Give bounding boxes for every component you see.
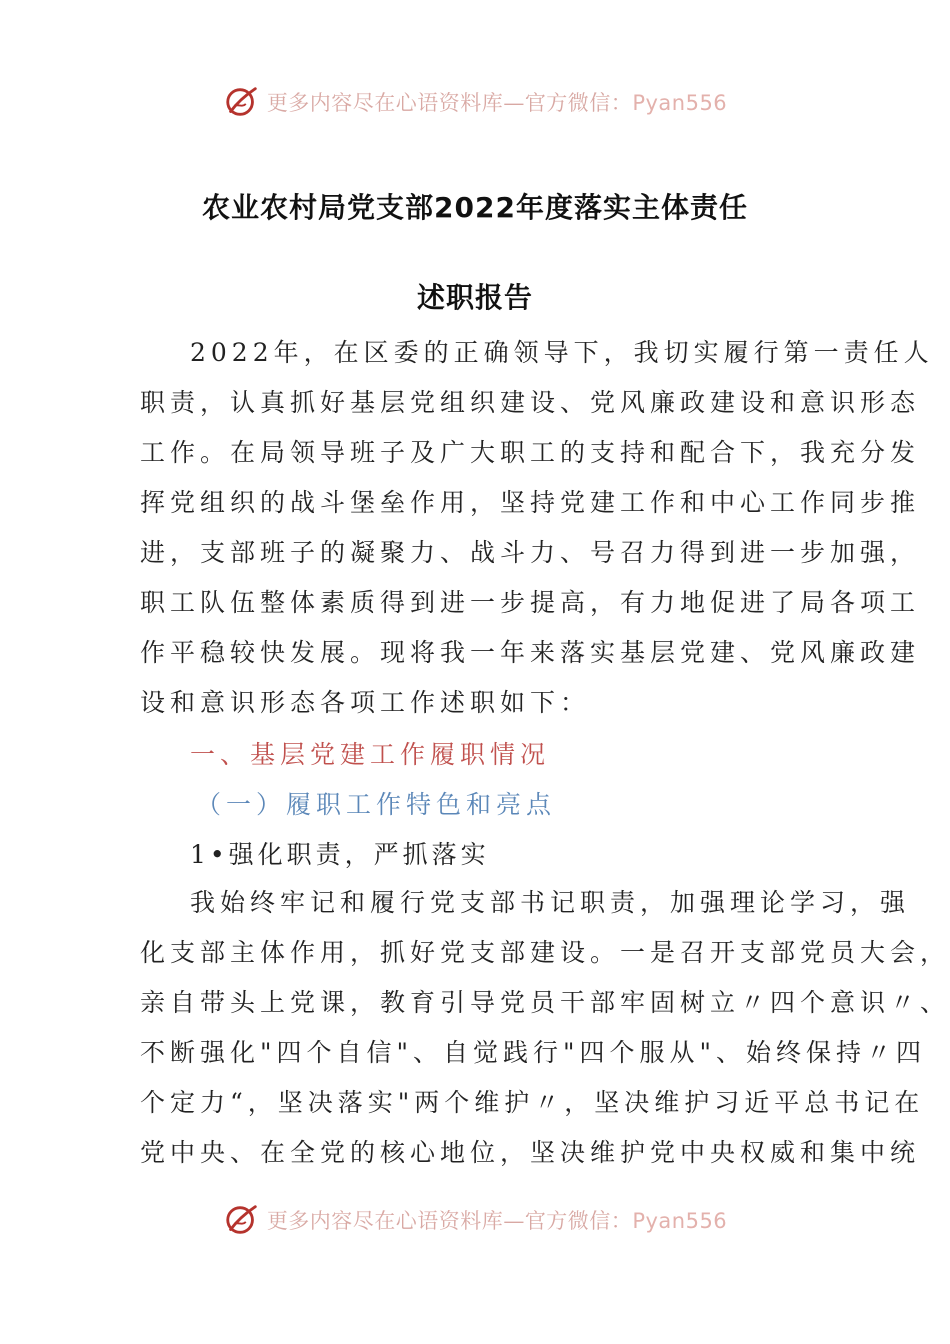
text-line: 职工队伍整体素质得到进一步提高，有力地促进了局各项工 bbox=[140, 588, 921, 617]
footer-watermark-banner bbox=[0, 1200, 950, 1240]
section-heading: 一、基层党建工作履职情况 bbox=[190, 740, 551, 769]
text-line: 作平稳较快发展。现将我一年来落实基层党建、党风廉政建 bbox=[140, 638, 921, 667]
text-line: 工作。在局领导班子及广大职工的支持和配合下，我充分发 bbox=[140, 438, 921, 467]
watermark-official: —官方微信： bbox=[503, 1209, 633, 1233]
watermark-wechat-id: Pyan556 bbox=[632, 1209, 728, 1233]
text-line: 2022年，在区委的正确领导下，我切实履行第一责任人 bbox=[190, 338, 934, 367]
intro-paragraph bbox=[140, 328, 934, 728]
pen-seal-logo-icon bbox=[223, 83, 261, 121]
watermark-lead: 更多内容尽在心语资料库 bbox=[266, 1209, 504, 1233]
watermark-text bbox=[267, 1205, 727, 1235]
text-line: 亲自带头上党课，教育引导党员干部牢固树立〃四个意识〃、 bbox=[140, 988, 950, 1017]
text-line: 设和意识形态各项工作述职如下： bbox=[140, 688, 591, 717]
document-title-line-1: 农业农村局党支部2022年度落实主体责任 bbox=[202, 191, 748, 224]
pen-seal-logo-icon bbox=[223, 1201, 261, 1239]
text-line: 职责，认真抓好基层党组织建设、党风廉政建设和意识形态 bbox=[140, 388, 921, 417]
watermark-lead: 更多内容尽在心语资料库 bbox=[266, 91, 504, 115]
text-line: 挥党组织的战斗堡垒作用，坚持党建工作和中心工作同步推 bbox=[140, 488, 921, 517]
watermark-text bbox=[267, 87, 727, 117]
header-watermark-banner bbox=[0, 82, 950, 122]
text-line: 党中央、在全党的核心地位，坚决维护党中央权威和集中统 bbox=[140, 1138, 921, 1167]
item-heading: 1•强化职责，严抓落实 bbox=[190, 840, 490, 869]
text-line: 进，支部班子的凝聚力、战斗力、号召力得到进一步加强， bbox=[140, 538, 921, 567]
watermark-official: —官方微信： bbox=[503, 91, 633, 115]
document-title-line-2: 述职报告 bbox=[416, 281, 533, 314]
body-paragraph bbox=[140, 878, 950, 1178]
text-line: 不断强化"四个自信"、自觉践行"四个服从"、始终保持〃四 bbox=[140, 1038, 926, 1067]
text-line: 个定力“，坚决落实"两个维护〃，坚决维护习近平总书记在 bbox=[140, 1088, 925, 1117]
text-line: 化支部主体作用，抓好党支部建设。一是召开支部党员大会， bbox=[140, 938, 950, 967]
text-line: 我始终牢记和履行党支部书记职责，加强理论学习，强 bbox=[190, 888, 911, 917]
subsection-heading: （一）履职工作特色和亮点 bbox=[196, 790, 557, 819]
watermark-wechat-id: Pyan556 bbox=[632, 91, 728, 115]
